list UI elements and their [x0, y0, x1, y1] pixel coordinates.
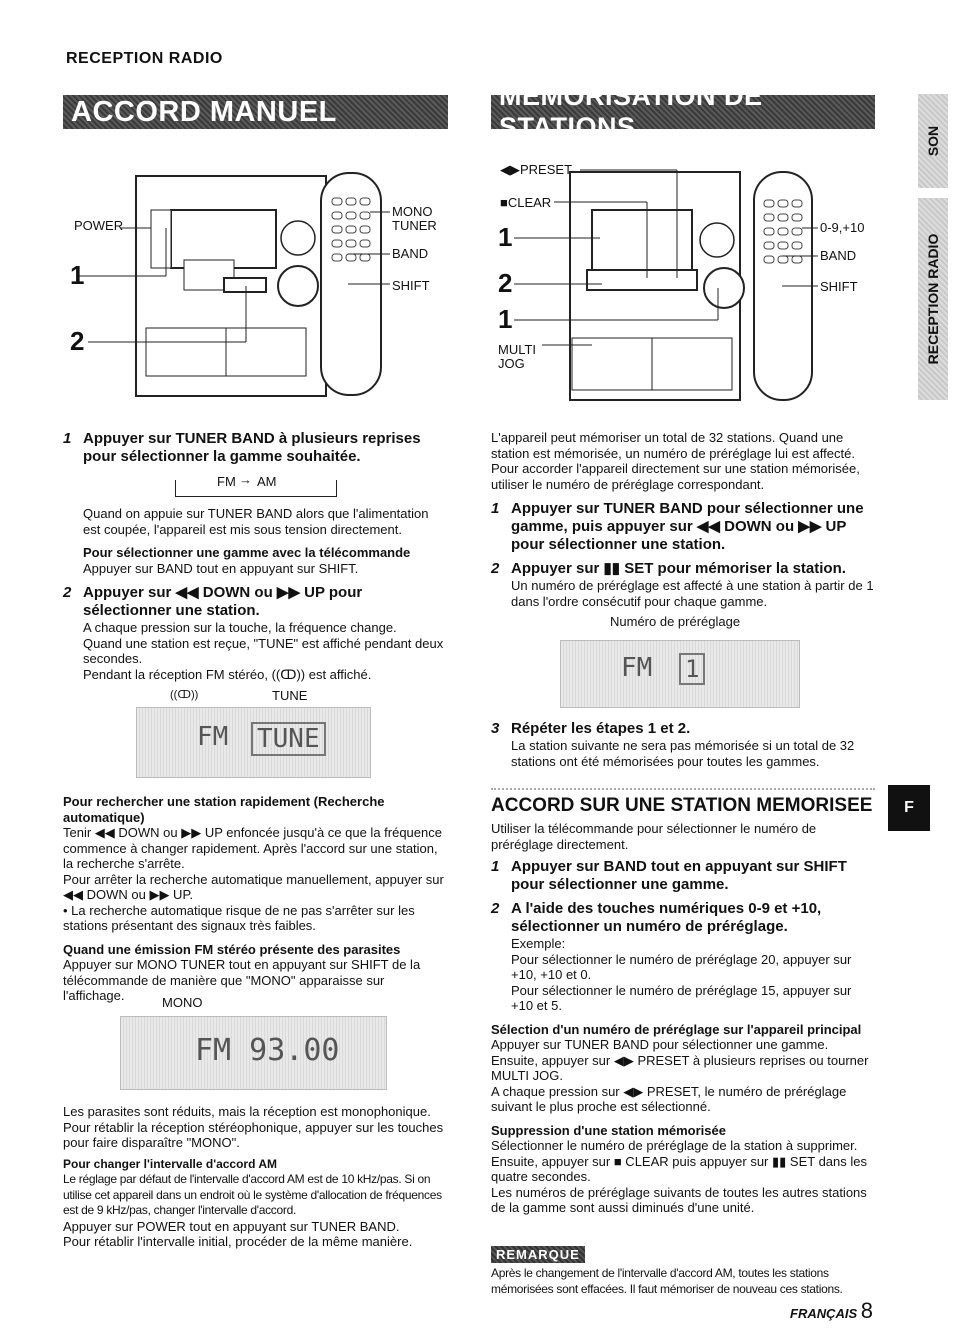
suppression-heading: Suppression d'une station mémorisée [491, 1122, 726, 1138]
intro: L'appareil peut mémoriser un total de 32 stations. Quand une station est mémorisée, un numéro de préréglage lui est affecté. Pour accorder l'appareil directement sur une station mémorisée, utiliser le numéro de préréglage correspondant. [491, 430, 860, 492]
right-column-2 [491, 720, 875, 769]
band-fm: FM [217, 474, 236, 489]
label-shift-right: SHIFT [820, 279, 858, 294]
example-2: Pour sélectionner le numéro de préréglage 15, appuyer sur +10 et 5. [511, 982, 852, 1013]
left-column-2 [63, 794, 448, 1004]
stereo-diagram-left [66, 168, 446, 408]
accord-body: Utiliser la télécommande pour sélectionner le numéro de préréglage directement. [491, 821, 817, 852]
side-tab-son-label: SON [925, 125, 941, 157]
remote-heading: Pour sélectionner une gamme avec la télécommande [83, 545, 411, 560]
am-heading: Pour changer l'intervalle d'accord AM [63, 1156, 277, 1171]
step-title: A l'aide des touches numériques 0-9 et +10, sélectionner un numéro de préréglage. [511, 900, 822, 935]
lcd1-fm: FM [197, 722, 229, 752]
page-number: 8 [860, 1298, 874, 1323]
step2-body-3: Pendant la réception FM stéréo, ((ↀ)) est affiché. [83, 666, 372, 682]
label-digits: 0-9,+10 [820, 220, 865, 235]
step2-body-1: A chaque pression sur la touche, la fréquence change. [83, 620, 397, 635]
step-title: Répéter les étapes 1 et 2. [511, 720, 691, 737]
callout-1a: 1 [498, 222, 513, 252]
am-body-3: Pour rétablir l'intervalle initial, procéder de la même manière. [63, 1234, 413, 1249]
mem-step2-body: Un numéro de préréglage est affecté à une station à partir de 1 dans l'ordre consécutif pour chaque gamme. [511, 578, 874, 609]
step-title: Appuyer sur TUNER BAND à plusieurs reprises pour sélectionner la gamme souhaitée. [83, 430, 421, 465]
step-number: 2 [491, 560, 500, 577]
side-tab-reception-label: RECEPTION RADIO [925, 233, 941, 365]
lcd1-stereo-label: ((ↀ)) [170, 689, 199, 701]
right-column-3 [491, 795, 875, 1216]
left-column-3 [63, 1104, 448, 1250]
example-label: Exemple: [511, 936, 566, 951]
footer [790, 1298, 873, 1324]
label-mono: MONO [392, 204, 433, 219]
step-title: Appuyer sur ◀◀ DOWN ou ▶▶ UP pour sélectionner une station. [83, 584, 363, 619]
label-preset: ◀▶PRESET [500, 162, 573, 177]
lcd-display-2 [120, 1016, 387, 1090]
step-number: 1 [491, 500, 500, 517]
lcd2-mono-label: MONO [162, 995, 203, 1010]
am-body-1: Le réglage par défaut de l'intervalle d'accord AM est de 10 kHz/pas. Si on utilise cet appareil dans un endroit où le système d'allocation de fréquences est de 9 kHz/pas, changer l'intervalle d'accord. [63, 1172, 442, 1217]
accord-heading: ACCORD SUR UNE STATION MEMORISEE [491, 795, 873, 816]
label-power: POWER [74, 218, 124, 233]
label-jog: JOG [498, 356, 525, 371]
step-number: 2 [63, 584, 72, 601]
section-title: RECEPTION RADIO [66, 50, 223, 67]
stereo-unit-illustration [66, 168, 446, 408]
selection-body-2: A chaque pression sur ◀▶ PRESET, le numéro de préréglage suivant le plus proche est sélectionné. [491, 1083, 847, 1114]
side-tab-son [918, 94, 948, 188]
remark-body: Après le changement de l'intervalle d'accord AM, toutes les stations mémorisées sont effacées. Il faut mémoriser de nouveau ces stations. [491, 1266, 843, 1296]
accord-step2-heading [491, 900, 875, 936]
label-clear: ■CLEAR [500, 195, 552, 210]
step-number: 2 [491, 900, 500, 917]
lcd2-frequency: FM 93.00 [195, 1033, 340, 1068]
mem-step3-heading [491, 720, 875, 738]
side-tab-reception [918, 198, 948, 400]
left-column [63, 430, 448, 682]
lcd3-fm: FM [621, 653, 653, 683]
lcd-display-3 [560, 640, 800, 708]
remote-body: Appuyer sur BAND tout en appuyant sur SHIFT. [83, 560, 359, 576]
label-tuner: TUNER [392, 218, 437, 233]
mem-step2-heading [491, 560, 875, 578]
language-tab: F [888, 785, 930, 831]
step2-heading [63, 584, 448, 620]
step2-body-2: Quand une station est reçue, "TUNE" est affiché pendant deux secondes. [83, 635, 444, 666]
label-band-right: BAND [820, 248, 857, 263]
lcd3-label: Numéro de préréglage [610, 614, 741, 629]
example-1: Pour sélectionner le numéro de préréglage 20, appuyer sur +10, +10 et 0. [511, 951, 852, 982]
label-multi: MULTI [498, 342, 537, 357]
auto-body-1: Tenir ◀◀ DOWN ou ▶▶ UP enfoncée jusqu'à ce que la fréquence commence à changer rapidement. Après l'accord sur une station, la recherche s'arrête. [63, 825, 442, 871]
parasite-end: Les parasites sont réduits, mais la réception est monophonique. Pour rétablir la réception stéréophonique, appuyer sur les touches pour faire disparaître "MONO". [63, 1104, 444, 1150]
banner-memorisation: MEMORISATION DE STATIONS [491, 95, 875, 129]
selection-heading: Sélection d'un numéro de préréglage sur l'appareil principal [491, 1021, 862, 1037]
callout-1: 1 [70, 260, 85, 290]
callout-2: 2 [70, 326, 85, 356]
callout-2-right: 2 [498, 268, 513, 298]
suppression-body-2: Les numéros de préréglage suivants de toutes les autres stations de la gamme sont aussi diminués d'une unité. [491, 1184, 867, 1215]
accord-step1-heading [491, 858, 875, 894]
band-cycle-line [175, 480, 337, 497]
arrow: → [239, 472, 252, 487]
step-title: Appuyer sur BAND tout en appuyant sur SHIFT pour sélectionner une gamme. [511, 858, 847, 893]
footer-language: FRANÇAIS [790, 1306, 858, 1321]
parasite-body: Appuyer sur MONO TUNER tout en appuyant sur SHIFT de la télécommande de manière que "MONO" apparaisse sur l'affichage. [63, 957, 421, 1003]
step-title: Appuyer sur ▮▮ SET pour mémoriser la station. [511, 560, 846, 577]
mem-step3-body: La station suivante ne sera pas mémorisée si un total de 32 stations ont été mémorisées pour toutes les gammes. [511, 738, 855, 769]
auto-body-3: • La recherche automatique risque de ne pas s'arrêter sur les stations présentant des signaux très faibles. [63, 902, 415, 933]
band-cycle [175, 466, 448, 500]
label-shift: SHIFT [392, 278, 430, 293]
lcd-display-1 [136, 707, 371, 778]
suppression-body-1: Sélectionner le numéro de préréglage de la station à supprimer. Ensuite, appuyer sur ■ CLEAR puis appuyer sur ▮▮ SET dans les quatre secondes. [491, 1138, 867, 1184]
auto-heading: Pour rechercher une station rapidement (Recherche automatique) [63, 794, 385, 825]
stereo-diagram-right [492, 160, 872, 410]
am-body-2: Appuyer sur POWER tout en appuyant sur TUNER BAND. [63, 1218, 400, 1234]
selection-body-1: Appuyer sur TUNER BAND pour sélectionner une gamme. Ensuite, appuyer sur ◀▶ PRESET à plusieurs reprises ou tourner MULTI JOG. [491, 1037, 869, 1083]
step-title: Appuyer sur TUNER BAND pour sélectionner une gamme, puis appuyer sur ◀◀ DOWN ou ▶▶ UP pour sélectionner une station. [511, 500, 864, 553]
step1-heading [63, 430, 448, 466]
lcd1-tune: TUNE [251, 722, 326, 756]
parasite-heading: Quand une émission FM stéréo présente des parasites [63, 941, 401, 957]
right-column [491, 430, 875, 609]
label-band: BAND [392, 246, 429, 261]
step1-body: Quand on appuie sur TUNER BAND alors que l'alimentation est coupée, l'appareil est mis sous tension directement. [83, 506, 429, 537]
remark-label: REMARQUE [491, 1246, 585, 1263]
callout-1b: 1 [498, 304, 513, 334]
divider-line [491, 788, 875, 790]
mem-step1-heading [491, 500, 875, 554]
step-number: 1 [63, 430, 72, 447]
auto-body-2: Pour arrêter la recherche automatique manuellement, appuyer sur ◀◀ DOWN ou ▶▶ UP. [63, 871, 444, 902]
step-number: 1 [491, 858, 500, 875]
lcd1-tune-label: TUNE [272, 688, 308, 703]
banner-accord-manuel: ACCORD MANUEL [63, 95, 448, 129]
band-am: AM [257, 474, 277, 489]
lcd3-preset-num: 1 [679, 653, 705, 685]
step-number: 3 [491, 720, 500, 737]
